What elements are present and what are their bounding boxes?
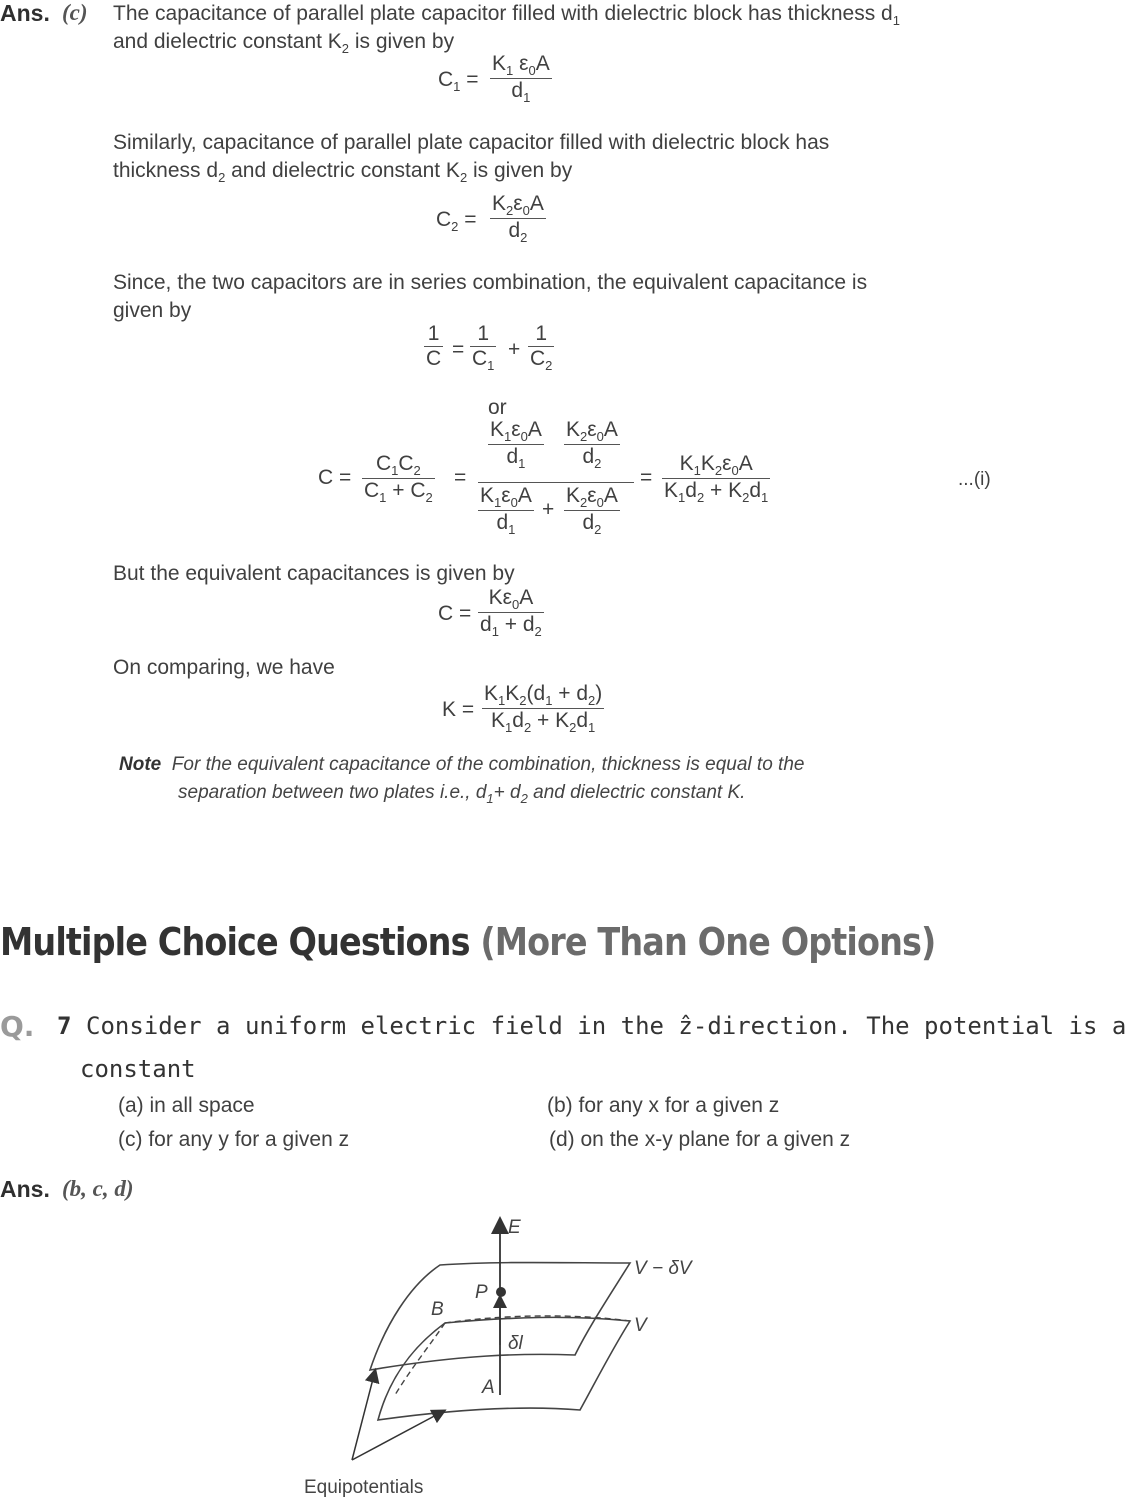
note-line2: separation between two plates i.e., $d_1+ d_2$ and dielectric constant K. xyxy=(178,782,746,806)
option-c[interactable]: (c) for any y for a given z xyxy=(118,1128,350,1151)
label-a: A xyxy=(482,1377,495,1398)
section-heading: Multiple Choice Questions (More Than One Options) xyxy=(0,920,936,964)
answer-option: (c) xyxy=(62,0,88,25)
comparing-paragraph: On comparing, we have xyxy=(113,656,335,679)
option-a[interactable]: (a) in all space xyxy=(118,1094,255,1117)
option-d[interactable]: (d) on the x-y plane for a given z xyxy=(549,1128,851,1151)
surface-lower xyxy=(378,1317,630,1420)
but-paragraph: But the equivalent capacitances is given by xyxy=(113,562,515,585)
series-paragraph-line2: given by xyxy=(113,299,192,322)
option-b[interactable]: (b) for any x for a given z xyxy=(547,1094,780,1117)
label-dl: δl xyxy=(508,1333,523,1354)
figure-caption: Equipotentials xyxy=(304,1477,424,1498)
similarly-paragraph-line1: Similarly, capacitance of parallel plate capacitor filled with dielectric block has xyxy=(113,131,830,154)
question-number: 7 xyxy=(57,1012,72,1040)
label-v: V xyxy=(634,1315,647,1336)
label-b: B xyxy=(431,1299,444,1320)
equation-series: 1 C = 1 $C_1$ + 1 $C_2$ xyxy=(426,322,553,374)
question-text-line2: constant xyxy=(80,1055,196,1083)
point-p xyxy=(496,1287,506,1297)
intro-paragraph-line2: and dielectric constant $K_2$ is given by xyxy=(113,30,455,57)
label-p: P xyxy=(475,1282,488,1303)
answer7-options: (b, c, d) xyxy=(62,1176,134,1201)
question-text-line1: Consider a uniform electric field in the ẑ-direction. The potential is a xyxy=(86,1012,1126,1040)
series-paragraph-line1: Since, the two capacitors are in series combination, the equivalent capacitance is xyxy=(113,271,868,294)
or-word: or xyxy=(488,396,507,419)
similarly-paragraph-line2: thickness $d_2$ and dielectric constant $K_2$ is given by xyxy=(113,159,573,186)
equation-main-tag: ...(i) xyxy=(958,469,991,490)
note-label: Note xyxy=(119,754,162,775)
label-v-minus-dv: V − δV xyxy=(634,1258,692,1279)
question-mark-icon: Q. xyxy=(0,1010,35,1043)
intro-paragraph-line1: The capacitance of parallel plate capacitor filled with dielectric block has thickness $d_1$ xyxy=(113,2,900,29)
label-e: E xyxy=(508,1217,521,1238)
answer7-label: Ans. xyxy=(0,1176,50,1202)
equipotential-figure xyxy=(290,1205,710,1499)
equation-main: C = $C_1C_2$ $C_1 + C_2$ = $K_1\varepsilon_0A$ $d_1$ $K_2\varepsilon_0A$ $d_2$ $K_1\varepsilon_0A$ $d_1$ + $K_2\varepsilon_0A$ $d_2$ = $K_1K_2\varepsilon_0A$ $K_1d_2 + K_2d_1$ xyxy=(318,418,769,538)
note-line1: Note For the equivalent capacitance of the combination, thickness is equal to the xyxy=(119,754,805,775)
answer-label: Ans. xyxy=(0,0,50,26)
